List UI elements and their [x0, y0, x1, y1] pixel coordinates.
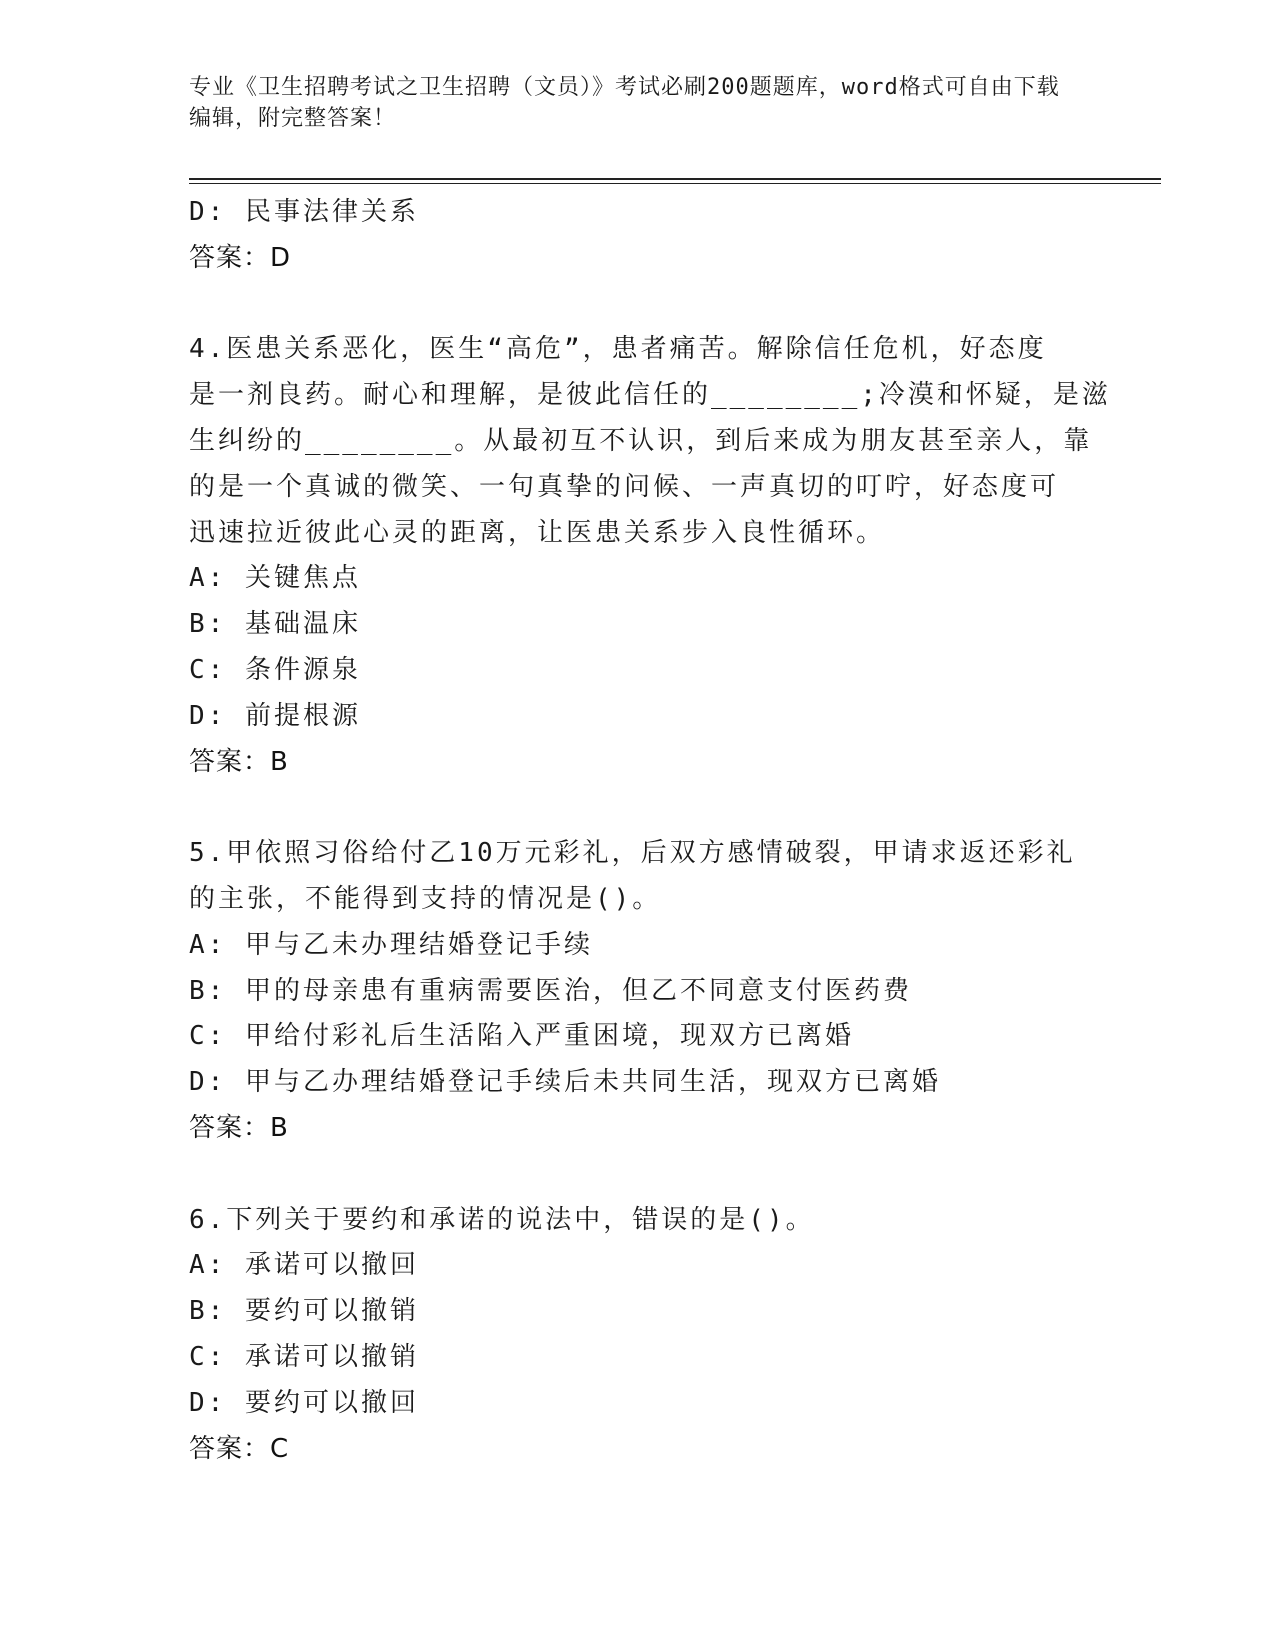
- q5-stem-line: 5.甲依照习俗给付乙10万元彩礼，后双方感情破裂，甲请求返还彩礼: [189, 838, 1076, 869]
- q5-option-b: B: 甲的母亲患有重病需要医治，但乙不同意支付医药费: [189, 975, 912, 1006]
- q4-stem-line: 的是一个真诚的微笑、一句真挚的问候、一声真切的叮咛，好态度可: [189, 471, 1060, 502]
- header-text: 专业《卫生招聘考试之卫生招聘（文员）》考试必刷200题题库，word格式可自由下载编辑，附完整答案！: [189, 75, 1060, 131]
- q6-option-b: B: 要约可以撤销: [189, 1296, 419, 1327]
- q6-option-c: C: 承诺可以撤销: [189, 1341, 419, 1372]
- header-rule-thin: [189, 183, 1161, 184]
- q4-option-a: A: 关键焦点: [189, 563, 361, 594]
- q4-stem-line: 是一剂良药。耐心和理解，是彼此信任的________;冷漠和怀疑，是滋: [189, 380, 1111, 411]
- q4-answer: 答案：B: [189, 746, 289, 777]
- q6-option-d: D: 要约可以撤回: [189, 1387, 419, 1418]
- header-rule-thick: [189, 178, 1161, 180]
- q5-option-a: A: 甲与乙未办理结婚登记手续: [189, 929, 593, 960]
- q6-option-a: A: 承诺可以撤回: [189, 1250, 419, 1281]
- q3-option-d: D: 民事法律关系: [189, 197, 419, 227]
- q6-answer: 答案：C: [189, 1433, 290, 1464]
- q5-option-d: D: 甲与乙办理结婚登记手续后未共同生活，现双方已离婚: [189, 1067, 941, 1098]
- spacer: [189, 785, 1089, 831]
- q4-stem-line: 4.医患关系恶化，医生“高危”，患者痛苦。解除信任危机，好态度: [189, 334, 1047, 365]
- q4-option-b: B: 基础温床: [189, 609, 361, 640]
- question-5: [189, 831, 1089, 1152]
- question-6: [189, 1198, 1089, 1473]
- question-4: [189, 327, 1111, 785]
- q4-stem-line: 迅速拉近彼此心灵的距离，让医患关系步入良性循环。: [189, 517, 886, 548]
- q5-option-c: C: 甲给付彩礼后生活陷入严重困境，现双方已离婚: [189, 1021, 854, 1052]
- question-content: [189, 190, 1111, 1472]
- q4-stem-line: 生纠纷的________。从最初互不认识，到后来成为朋友甚至亲人，靠: [189, 425, 1093, 456]
- document-header: [189, 72, 1069, 134]
- spacer: [189, 282, 1089, 328]
- q5-stem-line: 的主张，不能得到支持的情况是()。: [189, 883, 662, 914]
- spacer: [189, 1152, 1089, 1198]
- q3-answer: 答案：D: [189, 242, 292, 273]
- q5-answer: 答案：B: [189, 1112, 289, 1143]
- q6-stem-line: 6.下列关于要约和承诺的说法中，错误的是()。: [189, 1204, 815, 1235]
- q4-option-c: C: 条件源泉: [189, 654, 361, 685]
- q4-option-d: D: 前提根源: [189, 700, 361, 731]
